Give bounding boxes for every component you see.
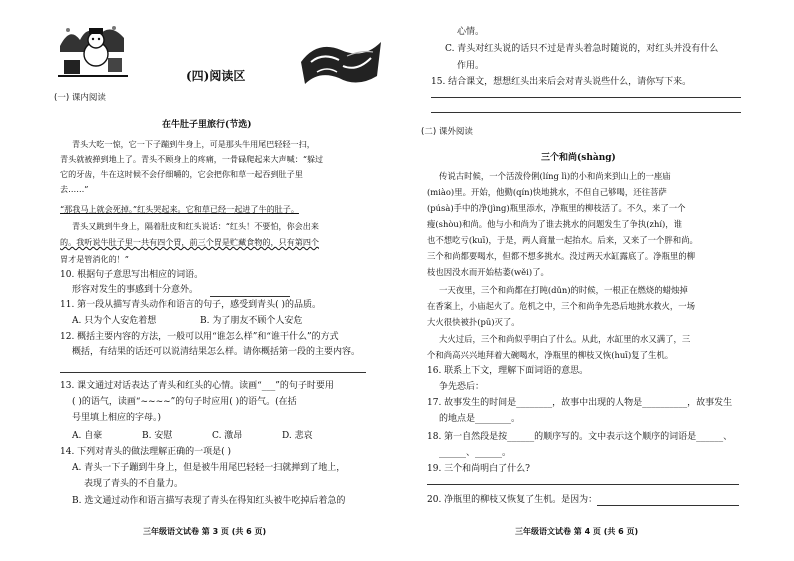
passage-line: (miào)里。开始，他勤(qín)快地挑水，不但自己够喝，还往菩萨 (427, 187, 667, 197)
book-illustration (297, 32, 385, 88)
question-16: 16. 联系上下文，理解下面词语的意思。 (427, 366, 589, 376)
question-10-prompt: 形容对发生的事感到十分意外。 (72, 285, 199, 295)
option-a[interactable]: A. 自豪 (72, 431, 103, 441)
question-18-cont: ______、______。 (439, 448, 512, 458)
passage-line: 三个和尚都要喝水，但都不想多挑水。没过两天水缸露底了。净瓶里的柳 (427, 251, 695, 261)
question-11: 11. 第一段从描写青头动作和语言的句子，感受到青头( )的品质。 (60, 300, 322, 310)
section-title: (四)阅读区 (186, 69, 246, 83)
question-18: 18. 第一自然段是按______的顺序写的。文中表示这个顺序的词语是______、 (427, 432, 733, 442)
answer-line[interactable] (597, 505, 739, 506)
page-footer: 三年级语文试卷 第 4 页 (共 6 页) (515, 527, 639, 536)
passage-line: 一天夜里，三个和尚都在打盹(dǔn)的时候，一根正在燃烧的蜡烛掉 (439, 285, 688, 295)
passage-line: 大火很快被扑(pū)灭了。 (427, 317, 520, 327)
passage-title: 在牛肚子里旅行(节选) (162, 120, 252, 130)
option-c[interactable]: C. 激昂 (212, 431, 243, 441)
option-c[interactable]: C. 青头对红头说的话只不过是青头着急时随说的，对红头并没有什么 (445, 44, 719, 54)
answer-line[interactable] (210, 296, 290, 297)
passage-line-underlined: “那我马上就会死掉。”红头哭起来。它和草已经一起进了牛的肚子。 (60, 204, 299, 214)
passage-line: 去……” (60, 184, 89, 194)
question-12-line: 12. 概括主要内容的方法，一般可以用“谁怎么样”和“谁干什么”的方式 (60, 332, 339, 342)
option-b[interactable]: B. 为了朋友不顾个人安危 (200, 316, 303, 326)
answer-line[interactable] (60, 372, 366, 373)
question-10: 10. 根据句子意思写出相应的词语。 (60, 270, 204, 280)
question-16-term: 争先恐后： (439, 382, 485, 392)
subsection-label: (一) 课内阅读 (54, 93, 106, 103)
passage-line: 个和尚高兴兴地拜着大碗喝水，净瓶里的柳枝又恢(huī)复了生机。 (427, 350, 674, 360)
option-d[interactable]: D. 悲哀 (282, 431, 313, 441)
passage-line: 传说古时候，一个活泼伶俐(líng lì)的小和尚来到山上的一座庙 (439, 171, 671, 181)
question-19: 19. 三个和尚明白了什么? (427, 464, 530, 474)
option-a[interactable]: A. 青头一下子蹦到牛身上，但是被牛用尾巴轻轻一扫就掸到了地上， (72, 463, 346, 473)
answer-line[interactable] (431, 97, 741, 98)
answer-line[interactable] (427, 484, 739, 485)
passage-line: 青头就被掸到地上了。青头不顾身上的疼痛，一骨碌爬起来大声喊：“躲过 (60, 154, 324, 164)
question-13-line: 13. 课文通过对话表达了青头和红头的心情。读画“___”的句子时要用 (60, 381, 334, 391)
question-13-line: ( )的语气，读画“~~~~”的句子时应用( )的语气。(在括 (72, 397, 297, 407)
answer-line[interactable] (431, 112, 741, 113)
question-14: 14. 下列对青头的做法理解正确的一项是( ) (60, 447, 232, 457)
passage-line: 也不想吃亏(kuī)，于是，两人商量一起抬水。后来，又来了一个胖和尚。 (427, 235, 698, 245)
option-b[interactable]: B. 安慰 (142, 431, 173, 441)
passage-title: 三个和尚(shàng) (541, 153, 616, 163)
question-12-line: 概括，有结果的话还可以说清结果怎么样。请你概括第一段的主要内容。 (72, 347, 361, 357)
passage-line: 它的牙齿，牛在这时候不会仔细嚼的，它会把你和草一起吞到肚子里 (60, 169, 303, 179)
passage-line-wavy: 的。我听说牛肚子里一共有四个胃，前三个胃是贮藏食物的，只有第四个 (60, 237, 320, 247)
page-footer: 三年级语文试卷 第 3 页 (共 6 页) (143, 527, 267, 536)
passage-line: 胃才是管消化的！” (60, 254, 129, 264)
option-c-cont: 作用。 (457, 61, 485, 71)
option-a[interactable]: A. 只为个人安危着想 (72, 316, 157, 326)
right-page (397, 0, 794, 561)
passage-line: (púsà)手中的净(jìng)瓶里添水，净瓶里的柳枝活了。不久，来了一个 (427, 203, 686, 213)
question-20: 20. 净瓶里的柳枝又恢复了生机。是因为： (427, 495, 598, 505)
snowman-illustration (58, 18, 128, 78)
passage-line: 在香案上，小庙起火了。危机之中，三个和尚争先恐后地挑水救火，一场 (427, 301, 695, 311)
question-17-line: 17. 故事发生的时间是________，故事中出现的人物是__________，故事发生 (427, 398, 733, 408)
passage-line: 青头大吃一惊，它一下子蹦到牛身上，可是那头牛用尾巴轻轻一扫， (72, 139, 315, 149)
passage-line: 瘦(shòu)和尚。他与小和尚为了谁去挑水的问题发生了争执(zhí)，谁 (427, 219, 683, 229)
passage-line: 大火过后，三个和尚似乎明白了什么。从此，水缸里的水又满了，三 (439, 334, 691, 344)
question-17-line: 的地点是________。 (439, 414, 521, 424)
subsection-label: (二) 课外阅读 (421, 127, 473, 137)
question-13-line: 号里填上相应的字母。) (72, 413, 162, 423)
question-15: 15. 结合课文，想想红头出来后会对青头说些什么，请你写下来。 (431, 77, 692, 87)
passage-line: 青头又跳到牛身上，隔着肚皮和红头说话：“红头！不要怕，你会出来 (72, 221, 319, 231)
option-a-cont: 表现了青头的不自量力。 (84, 479, 184, 489)
continued-text: 心情。 (457, 27, 485, 37)
passage-line: 枝也因没水而开始枯萎(wěi)了。 (427, 267, 549, 277)
option-b[interactable]: B. 选文通过动作和语言描写表现了青头在得知红头被牛吃掉后着急的 (72, 496, 346, 506)
